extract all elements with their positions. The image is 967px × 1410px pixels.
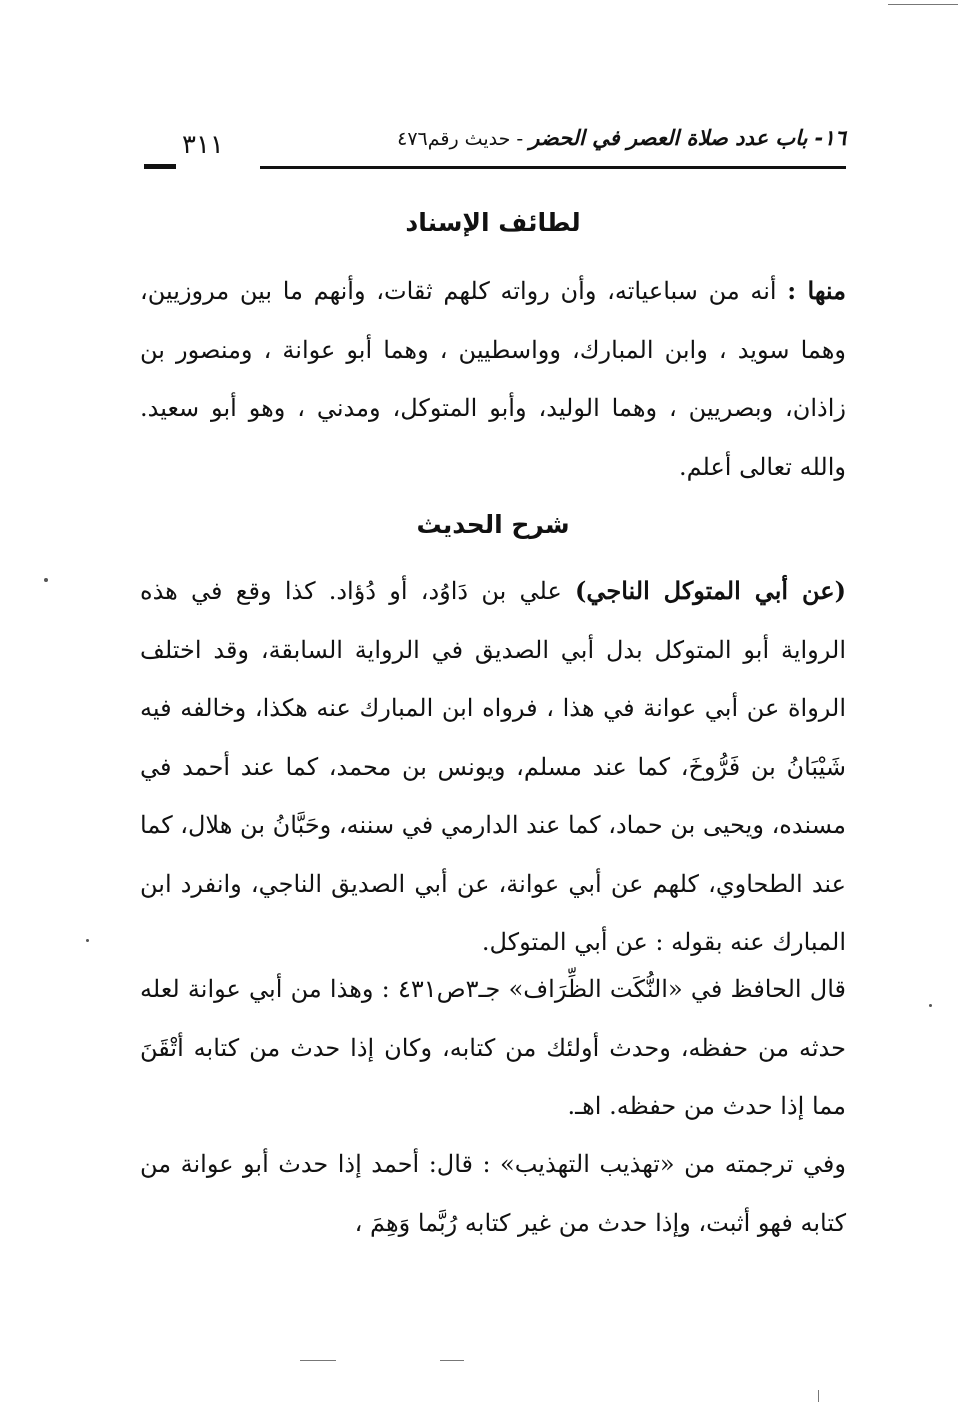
header-rule	[260, 166, 846, 169]
lataif-paragraph	[140, 262, 846, 496]
sharh-lead: (عن أبي المتوكل الناجي)	[575, 576, 846, 605]
scan-mark	[818, 1390, 819, 1402]
chapter-title	[397, 126, 846, 150]
running-header	[140, 120, 846, 180]
section-heading-sharh: شرح الحديث	[416, 510, 570, 539]
hadith-reference: حديث رقم٤٧٦	[397, 128, 511, 150]
lataif-lead: منها :	[787, 276, 846, 305]
page-number-dash	[144, 164, 176, 169]
sharh-text-1: علي بن دَاوُد، أو دُؤاد. كذا وقع في هذه الرواية أبو المتوكل بدل أبي الصديق في الرواية السابقة، وقد اختلف الرواة عن أبي عوانة في هذا ، فرواه ابن المبارك عنه هكذا، وخالفه فيه شَيْبَانُ بن فَرُّوخَ، كما عند مسلم، ويونس بن محمد، كما عند أحمد في مسنده، ويحيى بن حماد، كما عند الدارمي في سننه، وحَبَّانُ بن هلال، كما عند الطحاوي، كلهم عن أبي عوانة، عن أبي الصديق الناجي، وانفرد ابن المبارك عنه بقوله : عن أبي المتوكل.	[140, 577, 846, 956]
section-heading-lataif: لطائف الإسناد	[405, 208, 581, 237]
scan-speck	[44, 578, 48, 582]
sharh-paragraph-1	[140, 562, 846, 972]
lataif-text: أنه من سباعياته، وأن رواته كلهم ثقات، وأنهم ما بين مروزيين، وهما سويد ، وابن المبارك، وواسطيين ، وهما أبو عوانة ، ومنصور بن زاذان، وبصريين ، وهما الوليد، وأبو المتوكل، ومدني ، وهو أبو سعيد. والله تعالى أعلم.	[140, 277, 846, 481]
header-separator: -	[510, 128, 530, 150]
chapter-title-text: ١٦- باب عدد صلاة العصر في الحضر	[529, 126, 846, 150]
page-number: ٣١١	[182, 130, 224, 160]
scan-mark	[888, 4, 958, 5]
scan-mark	[440, 1360, 464, 1361]
sharh-paragraph-2	[140, 960, 846, 1136]
scan-speck	[929, 1004, 932, 1007]
scan-speck	[86, 939, 89, 942]
scan-mark	[300, 1360, 336, 1361]
sharh-text-3: وفي ترجمته من «تهذيب التهذيب» : قال: أحمد إذا حدث أبو عوانة من كتابه فهو أثبت، وإذا حدث من غير كتابه رُبَّما وَهِمَ ،	[140, 1150, 846, 1237]
sharh-text-2: قال الحافظ في «النُّكَت الظِّرَاف» جـ٣ص٤٣١ : وهذا من أبي عوانة لعله حدثه من حفظه، وحدث أولئك من كتابه، وكان إذا حدث من كتابه أتْقَنَ مما إذا حدث من حفظه. اهـ.	[140, 975, 847, 1120]
sharh-paragraph-3	[140, 1135, 846, 1252]
